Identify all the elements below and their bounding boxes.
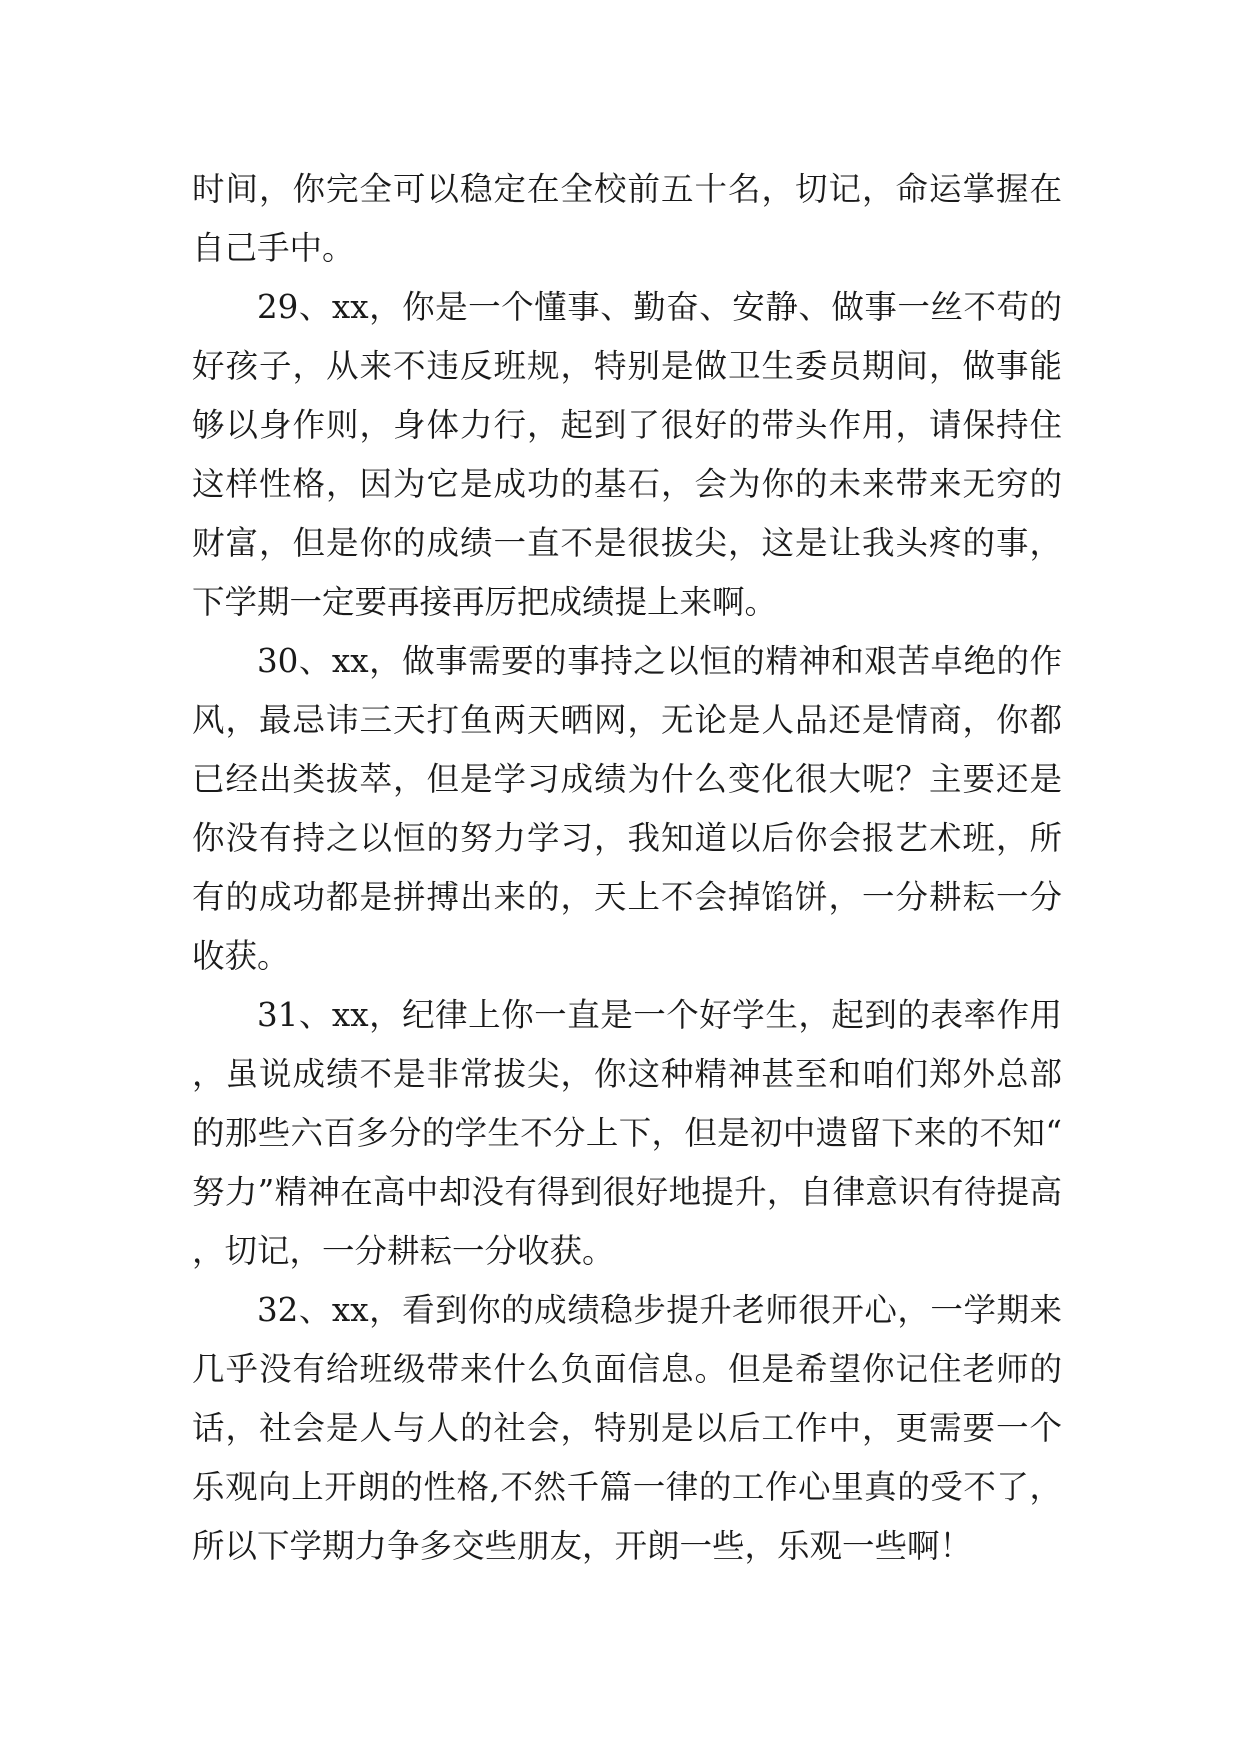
paragraph-32: 32、xx，看到你的成绩稳步提升老师很开心，一学期来几乎没有给班级带来什么负面信息。但是希望你记住老师的话，社会是人与人的社会，特别是以后工作中，更需要一个乐观向上开朗的性格,不然千篇一律的工作心里真的受不了，所以下学期力争多交些朋友，开朗一些，乐观一些啊！ <box>192 1291 1062 1565</box>
paragraph-continuation: 时间，你完全可以稳定在全校前五十名，切记，命运掌握在自己手中。 <box>192 170 1062 267</box>
document-body <box>192 160 1062 1576</box>
paragraph-30: 30、xx，做事需要的事持之以恒的精神和艰苦卓绝的作风，最忌讳三天打鱼两天晒网，无论是人品还是情商，你都已经出类拔萃，但是学习成绩为什么变化很大呢？主要还是你没有持之以恒的努力学习，我知道以后你会报艺术班，所有的成功都是拼搏出来的，天上不会掉馅饼，一分耕耘一分收获。 <box>192 642 1062 975</box>
paragraph-31: 31、xx，纪律上你一直是一个好学生，起到的表率作用，虽说成绩不是非常拔尖，你这种精神甚至和咱们郑外总部的那些六百多分的学生不分上下，但是初中遗留下来的不知“努力”精神在高中却没有得到很好地提升，自律意识有待提高，切记，一分耕耘一分收获。 <box>192 996 1062 1270</box>
paragraph-29: 29、xx，你是一个懂事、勤奋、安静、做事一丝不苟的好孩子，从来不违反班规，特别是做卫生委员期间，做事能够以身作则，身体力行，起到了很好的带头作用，请保持住这样性格，因为它是成功的基石，会为你的未来带来无穷的财富，但是你的成绩一直不是很拔尖，这是让我头疼的事，下学期一定要再接再厉把成绩提上来啊。 <box>192 288 1062 621</box>
